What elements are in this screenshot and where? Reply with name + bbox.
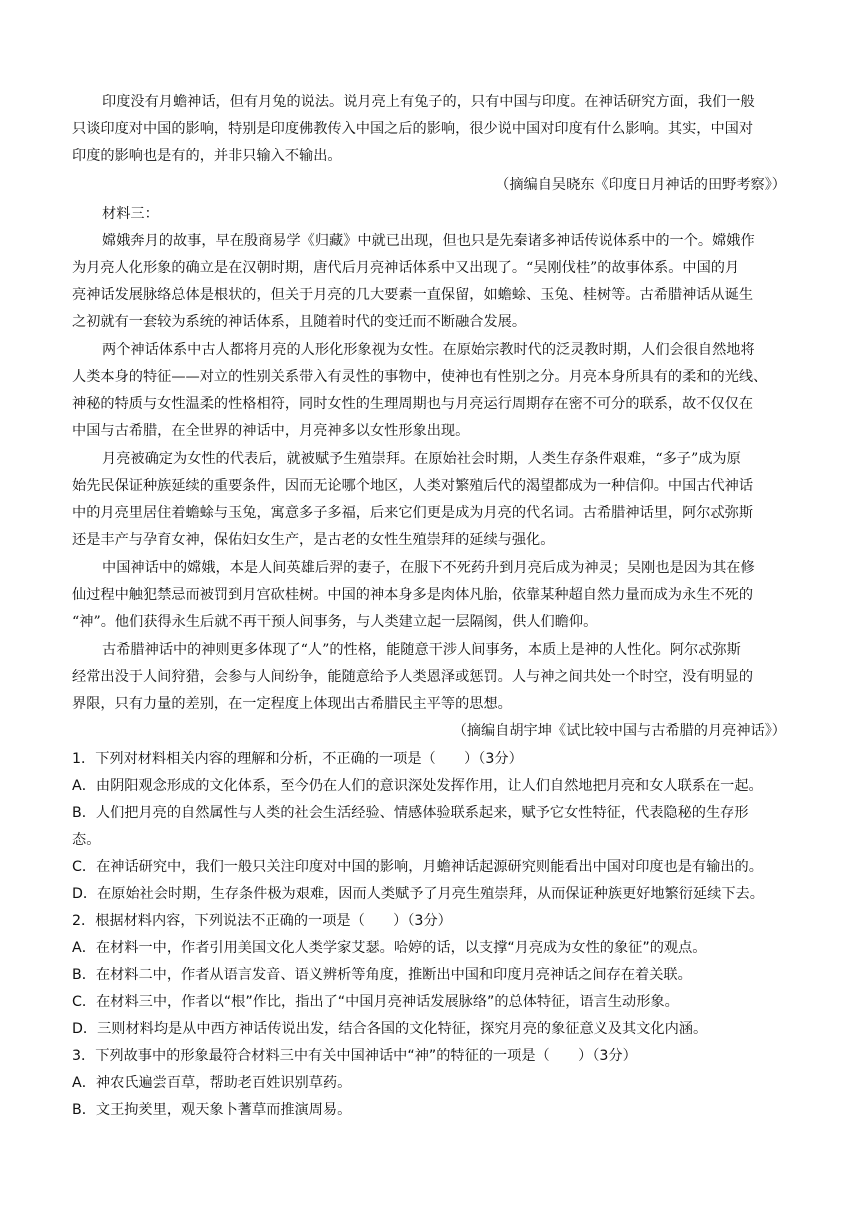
material3-line: 古希腊神话中的神则更多体现了“人”的性格，能随意干涉人间事务，本质上是神的人性化。阿尔忒弥斯 <box>102 642 741 658</box>
source-citation-3: （摘编自胡宇坤《试比较中国与古希腊的月亮神话》） <box>452 723 786 739</box>
question-1-option-a: A．由阴阳观念形成的文化体系，至今仍在人们的意识深处发挥作用，让人们自然地把月亮和女人联系在一起。 <box>72 778 763 794</box>
question-2-option-b: B．在材料二中，作者从语言发音、语义辨析等角度，推断出中国和印度月亮神话之间存在着关联。 <box>72 967 692 983</box>
material3-line: 嫦娥奔月的故事，早在殷商易学《归藏》中就已出现，但也只是先秦诸多神话传说体系中的一个。嫦娥作 <box>102 233 755 249</box>
material3-line: 经常出没于人间狩猎，会参与人间纷争，能随意给予人类恩泽或惩罚。人与神之间共处一个时空，没有明显的 <box>72 669 754 685</box>
material3-line: 为月亮人化形象的确立是在汉朝时期，唐代后月亮神话体系中又出现了。“吴刚伐桂”的故事体系。中国的月 <box>72 260 740 276</box>
material3-line: 仙过程中触犯禁忌而被罚到月宫砍桂树。中国的神本身多是肉体凡胎，依靠某种超自然力量而成为永生不死的 <box>72 587 754 603</box>
question-1-stem: 1．下列对材料相关内容的理解和分析，不正确的一项是（ ）（3分） <box>72 751 523 767</box>
material3-line: 界限，只有力量的差别，在一定程度上体现出古希腊民主平等的思想。 <box>72 696 512 712</box>
question-1-option-c: C．在神话研究中，我们一般只关注印度对中国的影响，月蟾神话起源研究则能看出中国对印度也是有输出的。 <box>72 859 763 875</box>
material3-line: 始先民保证种族延续的重要条件，因而无论哪个地区，人类对繁殖后代的渴望都成为一种信仰。中国古代神话 <box>72 478 754 494</box>
question-2-option-d: D．三则材料均是从中西方神话传说出发，结合各国的文化特征，探究月亮的象征意义及其文化内涵。 <box>72 1021 708 1037</box>
material2-line: 只谈印度对中国的影响，特别是印度佛教传入中国之后的影响，很少说中国对印度有什么影响。其实，中国对 <box>72 121 754 137</box>
source-citation-2: （摘编自吴晓东《印度日月神话的田野考察》） <box>495 177 786 193</box>
material2-line: 印度的影响也是有的，并非只输入不输出。 <box>72 148 342 164</box>
material3-line: 神秘的特质与女性温柔的性格相符，同时女性的生理周期也与月亮运行周期存在密不可分的联系，故不仅仅在 <box>72 396 754 412</box>
question-1-option-b: B．人们把月亮的自然属性与人类的社会生活经验、情感体验联系起来，赋予它女性特征，代表隐秘的生存形 <box>72 805 749 821</box>
question-2-stem: 2．根据材料内容，下列说法不正确的一项是（ ）（3分） <box>72 913 452 929</box>
question-2-option-a: A．在材料一中，作者引用美国文化人类学家艾瑟。哈婷的话，以支撑“月亮成为女性的象征”的观点。 <box>72 940 707 956</box>
material3-line: 中国神话中的嫦娥，本是人间英雄后羿的妻子，在服下不死药升到月亮后成为神灵；吴刚也是因为其在修 <box>102 560 755 576</box>
material3-line: “神”。他们获得永生后就不再干预人间事务，与人类建立起一层隔阂，供人们瞻仰。 <box>72 614 598 630</box>
question-3-option-a: A．神农氏遍尝百草，帮助老百姓识别草药。 <box>72 1075 352 1091</box>
material2-line: 印度没有月蟾神话，但有月兔的说法。说月亮上有兔子的，只有中国与印度。在神话研究方面，我们一般 <box>102 94 755 110</box>
question-1-option-b-cont: 态。 <box>72 832 101 848</box>
material3-line: 两个神话体系中古人都将月亮的人形化形象视为女性。在原始宗教时代的泛灵教时期，人们会很自然地将 <box>102 342 755 358</box>
material3-heading: 材料三： <box>102 206 159 222</box>
question-3-stem: 3．下列故事中的形象最符合材料三中有关中国神话中“神”的特征的一项是（ ）（3分） <box>72 1048 637 1064</box>
question-1-option-d: D．在原始社会时期，生存条件极为艰难，因而人类赋予了月亮生殖崇拜，从而保证种族更好地繁衍延续下去。 <box>72 886 764 902</box>
question-2-option-c: C．在材料三中，作者以“根”作比，指出了“中国月亮神话发展脉络”的总体特征，语言生动形象。 <box>72 994 679 1010</box>
material3-line: 月亮被确定为女性的代表后，就被赋予生殖崇拜。在原始社会时期，人类生存条件艰难，“多子”成为原 <box>102 451 741 467</box>
material3-line: 中国与古希腊，在全世界的神话中，月亮神多以女性形象出现。 <box>72 423 470 439</box>
question-3-option-b: B．文王拘羑里，观天象卜蓍草而推演周易。 <box>72 1102 352 1118</box>
material3-line: 中的月亮里居住着蟾蜍与玉兔，寓意多子多福，后来它们更是成为月亮的代名词。古希腊神话里，阿尔忒弥斯 <box>72 505 754 521</box>
material3-line: 还是丰产与孕育女神，保佑妇女生产，是古老的女性生殖崇拜的延续与强化。 <box>72 532 555 548</box>
material3-line: 之初就有一套较为系统的神话体系，且随着时代的变迁而不断融合发展。 <box>72 314 527 330</box>
material3-line: 人类本身的特征——对立的性别关系带入有灵性的事物中，使神也有性别之分。月亮本身所具有的柔和的光线、 <box>72 369 768 385</box>
material3-line: 亮神话发展脉络总体是根状的，但关于月亮的几大要素一直保留，如蟾蜍、玉兔、桂树等。古希腊神话从诞生 <box>72 287 754 303</box>
